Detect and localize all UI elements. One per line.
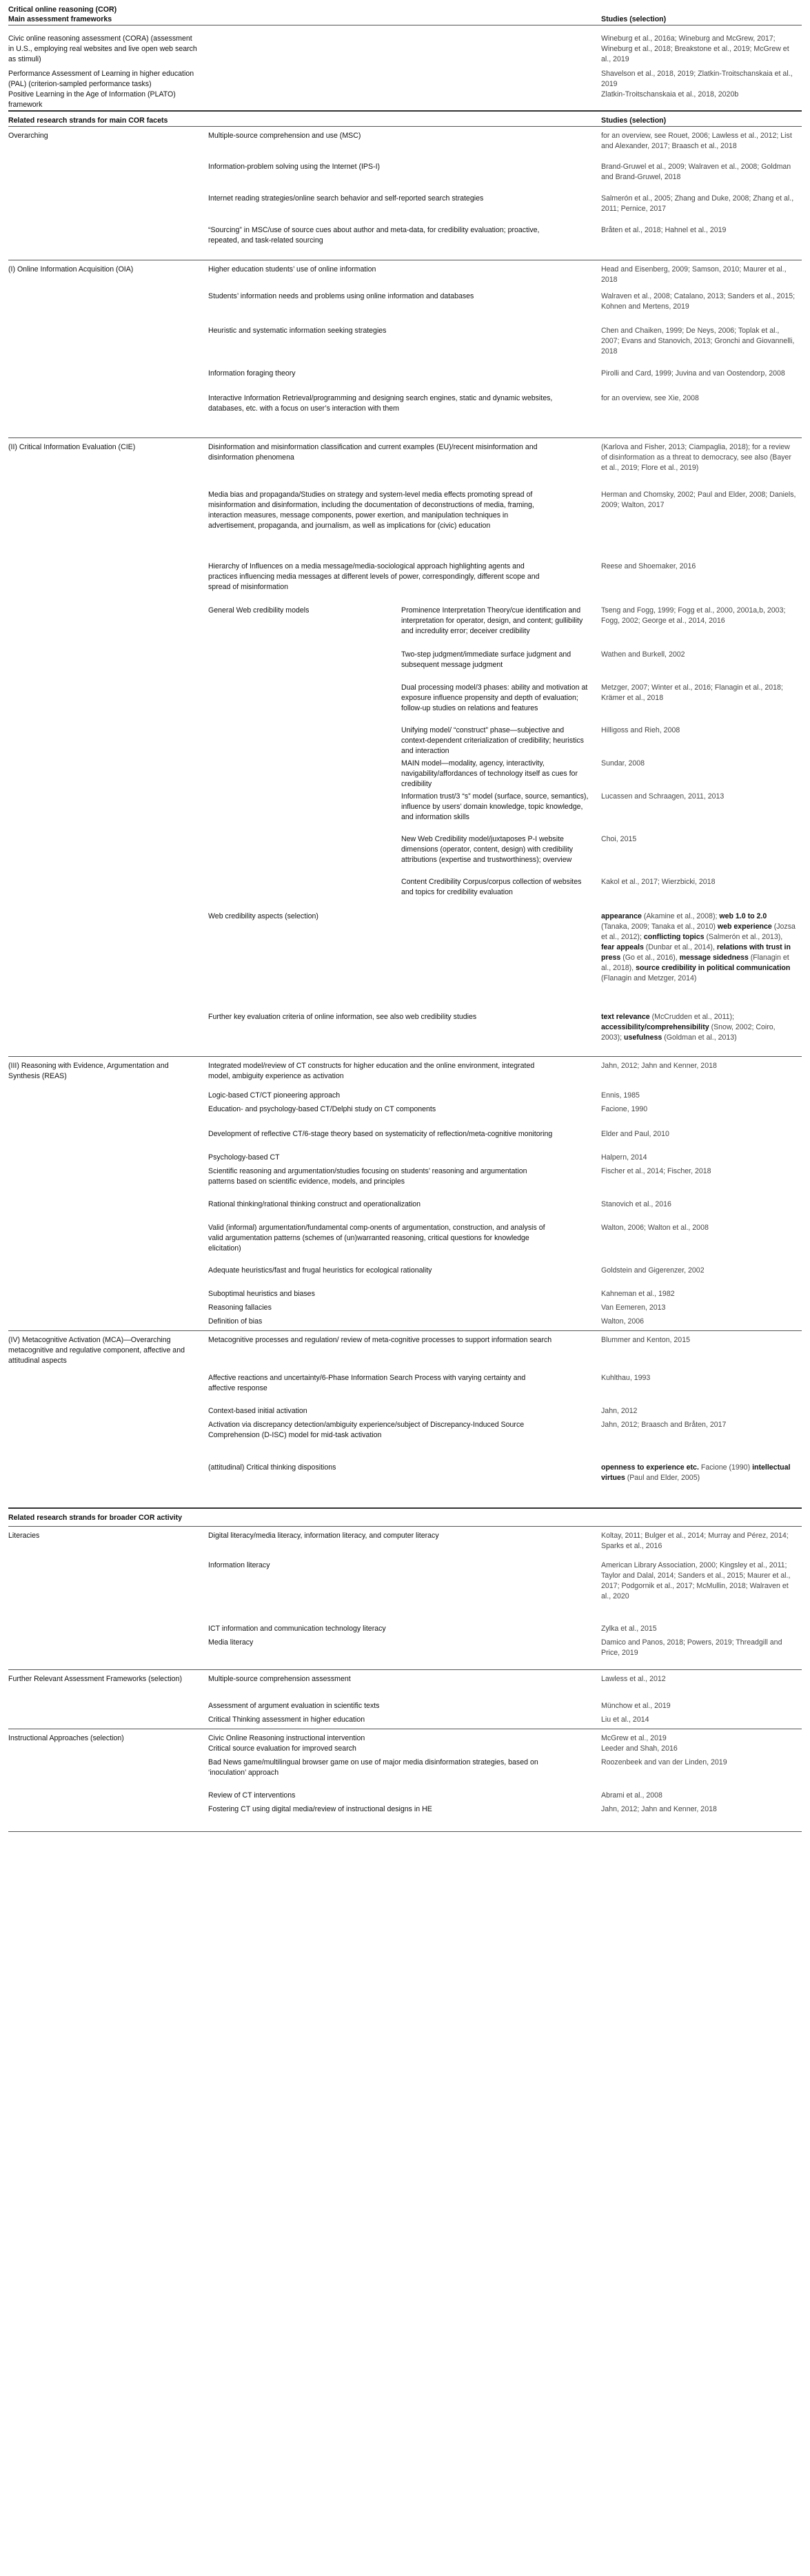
table-row — [8, 759, 802, 792]
table-row — [8, 1624, 802, 1638]
table-row — [8, 437, 802, 490]
table-row — [8, 194, 802, 225]
table-row — [8, 792, 802, 834]
table-row — [8, 834, 802, 877]
topic-cell — [208, 877, 401, 911]
table-row — [8, 1223, 802, 1266]
studies-cell: Fischer et al., 2014; Fischer, 2018 — [601, 1167, 711, 1176]
studies-cell: Pirolli and Card, 1999; Juvina and van Oostendorp, 2008 — [601, 369, 785, 378]
table-row — [8, 1091, 802, 1104]
table-section-header — [8, 1508, 802, 1526]
studies-cell: for an overview, see Xie, 2008 — [601, 394, 699, 403]
topic-cell: Context-based initial activation — [208, 1407, 307, 1416]
subtopic-cell: New Web Credibility model/juxtaposes P-I website dimensions (operator, content, design) with credibility attributions (expertise and trustworthiness); overview — [401, 835, 574, 865]
category-cell — [8, 1153, 208, 1166]
category-cell: (II) Critical Information Evaluation (CIE) — [8, 437, 208, 490]
topic-cell: Information literacy — [208, 1561, 270, 1570]
topic-cell — [208, 725, 401, 759]
cor-table — [8, 14, 802, 1832]
topic-cell — [208, 792, 401, 834]
category-cell — [8, 877, 208, 911]
category-cell — [8, 606, 208, 650]
studies-cell: appearance (Akamine et al., 2008); web 1.0 to 2.0 (Tanaka, 2009; Tanaka et al., 2010) web experience (Jozsa et al., 2012); conflicting topics (Salmerón et al., 2013), fear appeals (Dunbar et al., 2014), relations with trust in press (Go et al., 2016), message sidedness (Flanagin et al., 2018), source credibility in political communication (Flanagin and Metzger, 2014) — [601, 912, 796, 983]
studies-cell: Leeder and Shah, 2016 — [601, 1744, 678, 1753]
topic-cell: Heuristic and systematic information seeking strategies — [208, 327, 387, 336]
table-row — [8, 1104, 802, 1129]
category-cell — [8, 792, 208, 834]
section-header-label: Related research strands for broader COR activity — [8, 1508, 601, 1526]
studies-cell: Abrami et al., 2008 — [601, 1791, 662, 1800]
topic-cell: ICT information and communication technology literacy — [208, 1625, 386, 1634]
studies-header: Studies (selection) — [601, 14, 802, 25]
category-cell — [8, 1223, 208, 1266]
table-row — [8, 1669, 802, 1701]
table-row — [8, 1701, 802, 1715]
category-cell — [8, 725, 208, 759]
category-cell: Instructional Approaches (selection) — [8, 1729, 208, 1744]
studies-cell: McGrew et al., 2019 — [601, 1729, 802, 1744]
topic-cell: Adequate heuristics/fast and frugal heuristics for ecological rationality — [208, 1266, 432, 1275]
table-row — [8, 1056, 802, 1091]
studies-cell: Halpern, 2014 — [601, 1153, 647, 1162]
studies-cell: (Karlova and Fisher, 2013; Ciampaglia, 2018); for a review of disinformation as a threat to democracy, see also (Bayer et al., 2019; Flore et al., 2019) — [601, 437, 802, 490]
category-cell — [8, 1406, 208, 1420]
table-row — [8, 1330, 802, 1373]
topic-cell — [208, 25, 401, 69]
studies-cell: Lawless et al., 2012 — [601, 1669, 802, 1701]
category-cell — [8, 1373, 208, 1406]
table-row — [8, 877, 802, 911]
studies-cell: Roozenbeek and van der Linden, 2019 — [601, 1758, 727, 1766]
section-header-label: Related research strands for main COR facets — [8, 111, 601, 127]
studies-cell: Stanovich et al., 2016 — [601, 1200, 671, 1209]
topic-cell — [208, 834, 401, 877]
category-cell — [8, 1104, 208, 1129]
category-cell — [8, 1199, 208, 1223]
topic-cell: “Sourcing” in MSC/use of source cues about author and meta-data, for credibility evaluation; proactive, repeated, and task-related sourcing — [208, 226, 540, 245]
category-cell: Literacies — [8, 1526, 208, 1560]
topic-cell: Digital literacy/media literacy, information literacy, and computer literacy — [208, 1526, 601, 1560]
studies-cell: text relevance (McCrudden et al., 2011); accessibility/comprehensibility (Snow, 2002; Coiro, 2003); usefulness (Goldman et al., 2013) — [601, 1013, 776, 1042]
category-cell: (I) Online Information Acquisition (OIA) — [8, 260, 208, 291]
category-cell — [8, 650, 208, 683]
category-cell: Performance Assessment of Learning in higher education (PAL) (criterion-sampled performance tasks) — [8, 69, 194, 88]
topic-cell: Disinformation and misinformation classification and current examples (EU)/recent misinformation and disinformation phenomena — [208, 437, 601, 490]
topic-cell — [208, 90, 401, 111]
topic-cell: Internet reading strategies/online search behavior and self-reported search strategies — [208, 194, 484, 203]
category-cell — [8, 162, 208, 194]
subtopic-cell — [401, 90, 601, 111]
topic-cell — [208, 683, 401, 725]
studies-header: Studies (selection) — [601, 111, 802, 127]
studies-cell: for an overview, see Rouet, 2006; Lawless et al., 2012; List and Alexander, 2017; Braasch et al., 2018 — [601, 126, 802, 162]
table-row — [8, 1420, 802, 1463]
table-row — [8, 606, 802, 650]
table-row — [8, 1303, 802, 1317]
studies-cell: Kakol et al., 2017; Wierzbicki, 2018 — [601, 878, 716, 887]
topic-cell: Suboptimal heuristics and biases — [208, 1290, 315, 1299]
table-row — [8, 1012, 802, 1056]
topic-cell: Assessment of argument evaluation in scientific texts — [208, 1702, 380, 1711]
category-cell: Overarching — [8, 126, 208, 162]
table-row — [8, 1463, 802, 1508]
category-cell — [8, 759, 208, 792]
studies-cell: Herman and Chomsky, 2002; Paul and Elder, 2008; Daniels, 2009; Walton, 2017 — [601, 491, 796, 510]
category-cell — [8, 1463, 208, 1508]
category-cell — [8, 1091, 208, 1104]
topic-cell: Bad News game/multilingual browser game on use of major media disinformation strategies, based on ‘inoculation’ approach — [208, 1758, 538, 1777]
studies-cell: Walton, 2006 — [601, 1317, 645, 1326]
table-row — [8, 225, 802, 260]
subtopic-cell: Two-step judgment/immediate surface judgment and subsequent message judgment — [401, 650, 571, 670]
topic-cell: Media bias and propaganda/Studies on strategy and system-level media effects promoting spread of misinformation and disinformation, including the documentation of deconstructions of media, framing, interaction measures, message components, power exertion, and manipulation techniques in advertisement, propaganda, and journalism, as well as implications for (civic) education — [208, 491, 534, 530]
topic-cell: Students’ information needs and problems using online information and databases — [208, 292, 474, 301]
table-row — [8, 1804, 802, 1832]
studies-cell: Elder and Paul, 2010 — [601, 1130, 669, 1139]
table-row — [8, 490, 802, 561]
table-row — [8, 69, 802, 90]
topic-cell: Interactive Information Retrieval/programming and designing search engines, static and dynamic websites, databases, etc. with a focus on user’s interaction with them — [208, 394, 553, 413]
category-cell — [8, 326, 208, 369]
category-cell — [8, 490, 208, 561]
topic-cell: Hierarchy of Influences on a media message/media-sociological approach highlighting agents and practices influencing media messages at different levels of power, correspondingly, different scope and spread of misinformation — [208, 562, 540, 592]
table-row — [8, 326, 802, 369]
topic-cell: Activation via discrepancy detection/ambiguity experience/subject of Discrepancy-Induced Source Comprehension (D-ISC) model for mid-task activation — [208, 1421, 525, 1440]
table-row — [8, 1373, 802, 1406]
studies-cell: Brand-Gruwel et al., 2009; Walraven et al., 2008; Goldman and Brand-Gruwel, 2018 — [601, 163, 791, 182]
category-cell — [8, 1804, 208, 1832]
studies-cell: Kuhlthau, 1993 — [601, 1374, 651, 1383]
category-cell — [8, 1791, 208, 1804]
table-row — [8, 1129, 802, 1153]
table-row — [8, 162, 802, 194]
section-header-label: Main assessment frameworks — [8, 14, 601, 25]
table-row — [8, 911, 802, 1012]
table-row — [8, 1317, 802, 1330]
topic-cell: (attitudinal) Critical thinking dispositions — [208, 1463, 336, 1472]
studies-cell: Zlatkin-Troitschanskaia et al., 2018, 2020b — [601, 90, 739, 99]
studies-cell: Shavelson et al., 2018, 2019; Zlatkin-Troitschanskaia et al., 2019 — [601, 69, 793, 88]
studies-cell: Goldstein and Gigerenzer, 2002 — [601, 1266, 705, 1275]
category-cell — [8, 1560, 208, 1624]
studies-cell: Chen and Chaiken, 1999; De Neys, 2006; Toplak et al., 2007; Evans and Stanovich, 2013; Gronchi and Giovannelli, 2018 — [601, 327, 795, 356]
studies-cell: Metzger, 2007; Winter et al., 2016; Flanagin et al., 2018; Krämer et al., 2018 — [601, 683, 783, 703]
category-cell — [8, 1266, 208, 1289]
topic-cell: Information foraging theory — [208, 369, 296, 378]
studies-cell: Head and Eisenberg, 2009; Samson, 2010; Maurer et al., 2018 — [601, 260, 802, 291]
topic-cell: Psychology-based CT — [208, 1153, 280, 1162]
topic-cell: Civic Online Reasoning instructional intervention — [208, 1729, 601, 1744]
category-cell — [8, 1701, 208, 1715]
category-cell — [8, 1129, 208, 1153]
studies-cell: Kahneman et al., 1982 — [601, 1290, 675, 1299]
table-row — [8, 1266, 802, 1289]
category-cell — [8, 291, 208, 326]
topic-cell: Reasoning fallacies — [208, 1304, 272, 1312]
table-row — [8, 1758, 802, 1791]
category-cell — [8, 834, 208, 877]
table-row — [8, 1526, 802, 1560]
topic-cell: Media literacy — [208, 1638, 254, 1647]
subtopic-cell — [401, 69, 601, 90]
subtopic-cell: Unifying model/ “construct” phase—subjective and context-dependent criterialization of credibility; heuristics and interaction — [401, 726, 584, 756]
studies-cell: Walton, 2006; Walton et al., 2008 — [601, 1224, 709, 1233]
category-cell — [8, 1012, 208, 1056]
table-row — [8, 1560, 802, 1624]
category-cell — [8, 561, 208, 606]
topic-cell: Fostering CT using digital media/review of instructional designs in HE — [208, 1804, 601, 1832]
studies-cell: Münchow et al., 2019 — [601, 1702, 671, 1711]
topic-cell: Education- and psychology-based CT/Delphi study on CT components — [208, 1105, 436, 1114]
category-cell — [8, 683, 208, 725]
topic-cell: Rational thinking/rational thinking construct and operationalization — [208, 1200, 421, 1209]
table-row — [8, 1166, 802, 1199]
category-cell — [8, 369, 208, 393]
subtopic-cell: Information trust/3 “s” model (surface, source, semantics), influence by users’ domain knowledge, topic knowledge, and information skills — [401, 792, 589, 822]
table-row — [8, 369, 802, 393]
topic-cell — [208, 69, 401, 90]
table-row — [8, 650, 802, 683]
studies-cell: Hilligoss and Rieh, 2008 — [601, 726, 680, 735]
category-cell: Further Relevant Assessment Frameworks (selection) — [8, 1669, 208, 1701]
topic-cell: Multiple-source comprehension and use (MSC) — [208, 126, 601, 162]
studies-cell: Jahn, 2012; Jahn and Kenner, 2018 — [601, 1804, 802, 1832]
table-title: Critical online reasoning (COR) — [8, 6, 117, 14]
studies-cell: Sundar, 2008 — [601, 759, 645, 768]
category-cell — [8, 911, 208, 1012]
subtopic-cell: MAIN model—modality, agency, interactivity, navigability/affordances of technology itself as cues for credibility — [401, 759, 578, 789]
studies-cell: Choi, 2015 — [601, 835, 637, 844]
table-row — [8, 561, 802, 606]
topic-cell: Critical source evaluation for improved search — [208, 1744, 356, 1753]
subtopic-cell: Dual processing model/3 phases: ability and motivation at exposure influence propensity and depth of evaluation; follow-up studies on relations and features — [401, 683, 588, 713]
category-cell — [8, 393, 208, 437]
studies-cell: Ennis, 1985 — [601, 1091, 640, 1100]
topic-cell: Information-problem solving using the Internet (IPS-I) — [208, 163, 381, 172]
studies-cell: Damico and Panos, 2018; Powers, 2019; Threadgill and Price, 2019 — [601, 1638, 782, 1658]
topic-cell: Metacognitive processes and regulation/ review of meta-cognitive processes to support information search — [208, 1330, 601, 1373]
table-row — [8, 1715, 802, 1729]
category-cell — [8, 1758, 208, 1791]
table-row — [8, 25, 802, 69]
studies-cell: Jahn, 2012 — [601, 1407, 638, 1416]
studies-cell: Jahn, 2012; Braasch and Bråten, 2017 — [601, 1421, 727, 1430]
table-section-header — [8, 14, 802, 25]
studies-cell: Walraven et al., 2008; Catalano, 2013; Sanders et al., 2015; Kohnen and Mertens, 2019 — [601, 292, 796, 311]
category-cell — [8, 1420, 208, 1463]
studies-cell: Lucassen and Schraagen, 2011, 2013 — [601, 792, 725, 801]
studies-cell: Blummer and Kenton, 2015 — [601, 1330, 802, 1373]
studies-cell: Liu et al., 2014 — [601, 1715, 649, 1724]
category-cell — [8, 1317, 208, 1330]
studies-cell: Jahn, 2012; Jahn and Kenner, 2018 — [601, 1056, 802, 1091]
subtopic-cell: Content Credibility Corpus/corpus collection of websites and topics for credibility evaluation — [401, 878, 582, 897]
category-cell — [8, 1303, 208, 1317]
topic-cell: Integrated model/review of CT constructs for higher education and the online environment, integrated model, ambiguity experience as activation — [208, 1056, 601, 1091]
studies-cell: Koltay, 2011; Bulger et al., 2014; Murray and Pérez, 2014; Sparks et al., 2016 — [601, 1526, 802, 1560]
studies-cell: openness to experience etc. Facione (1990) intellectual virtues (Paul and Elder, 2005) — [601, 1463, 791, 1483]
topic-cell: Definition of bias — [208, 1317, 263, 1326]
table-row — [8, 291, 802, 326]
topic-cell — [208, 650, 401, 683]
category-cell: (IV) Metacognitive Activation (MCA)—Overarching metacognitive and regulative component, affective and attitudinal aspects — [8, 1330, 208, 1373]
studies-cell: Van Eemeren, 2013 — [601, 1304, 666, 1312]
table-row — [8, 1289, 802, 1303]
table-row — [8, 1729, 802, 1744]
table-body — [8, 14, 802, 1832]
category-cell — [8, 1638, 208, 1669]
category-cell — [8, 225, 208, 260]
table-row — [8, 260, 802, 291]
table-row — [8, 90, 802, 111]
table-row — [8, 1791, 802, 1804]
category-cell — [8, 194, 208, 225]
topic-cell: Higher education students’ use of online information — [208, 260, 601, 291]
table-row — [8, 1199, 802, 1223]
studies-cell: Zylka et al., 2015 — [601, 1625, 657, 1634]
category-cell: Civic online reasoning assessment (CORA) (assessment in U.S., employing real websites and live open web search as stimuli) — [8, 34, 197, 64]
topic-cell: Development of reflective CT/6-stage theory based on systematicity of reflection/meta-cognitive monitoring — [208, 1130, 553, 1139]
subtopic-cell: Prominence Interpretation Theory/cue identification and interpretation for operator, design, and content; gullibility and incredulity error; deceiver credibility — [401, 606, 583, 636]
category-cell: Positive Learning in the Age of Information (PLATO) framework — [8, 90, 176, 109]
studies-cell: Wineburg et al., 2016a; Wineburg and McGrew, 2017; Wineburg et al., 2018; Breakstone et al., 2019; McGrew et al., 2019 — [601, 34, 789, 64]
studies-cell: Salmerón et al., 2005; Zhang and Duke, 2008; Zhang et al., 2011; Pernice, 2017 — [601, 194, 794, 214]
table-row — [8, 1638, 802, 1669]
table-row — [8, 683, 802, 725]
studies-cell: Facione, 1990 — [601, 1105, 648, 1114]
topic-cell: Multiple-source comprehension assessment — [208, 1669, 601, 1701]
category-cell: (III) Reasoning with Evidence, Argumentation and Synthesis (REAS) — [8, 1056, 208, 1091]
table-row — [8, 725, 802, 759]
table-section-header — [8, 111, 802, 127]
topic-cell — [208, 759, 401, 792]
topic-cell: Scientific reasoning and argumentation/studies focusing on students’ reasoning and argumentation patterns based on scientific evidence, models, and principles — [208, 1167, 527, 1186]
topic-cell: Web credibility aspects (selection) — [208, 912, 318, 921]
category-cell — [8, 1624, 208, 1638]
table-row — [8, 1406, 802, 1420]
category-cell — [8, 1715, 208, 1729]
studies-cell: Wathen and Burkell, 2002 — [601, 650, 685, 659]
topic-cell: Logic-based CT/CT pioneering approach — [208, 1091, 341, 1100]
subtopic-cell — [401, 25, 601, 69]
topic-cell: Review of CT interventions — [208, 1791, 296, 1800]
category-cell — [8, 1289, 208, 1303]
topic-cell: Critical Thinking assessment in higher education — [208, 1715, 365, 1724]
topic-cell: Valid (informal) argumentation/fundamental comp-onents of argumentation, construction, and analysis of valid argumentation patterns (schemes of (un)warranted reasoning, critical questions for knowledge elicitation) — [208, 1224, 545, 1253]
studies-cell: Bråten et al., 2018; Hahnel et al., 2019 — [601, 226, 727, 235]
topic-cell: General Web credibility models — [208, 606, 310, 615]
category-cell — [8, 1744, 208, 1758]
studies-cell: American Library Association, 2000; Kingsley et al., 2011; Taylor and Dalal, 2014; Sanders et al., 2015; Maurer et al., 2017; Podgornik et al., 2017; McMullin, 2018; Walraven et al., 2020 — [601, 1561, 791, 1601]
studies-header — [601, 1508, 802, 1526]
table-row — [8, 393, 802, 437]
studies-cell: Reese and Shoemaker, 2016 — [601, 562, 696, 571]
topic-cell: Affective reactions and uncertainty/6-Phase Information Search Process with varying certainty and affective response — [208, 1374, 526, 1393]
table-row — [8, 1153, 802, 1166]
table-row — [8, 1744, 802, 1758]
category-cell — [8, 1166, 208, 1199]
topic-cell: Further key evaluation criteria of online information, see also web credibility studies — [208, 1013, 477, 1022]
table-row — [8, 126, 802, 162]
studies-cell: Tseng and Fogg, 1999; Fogg et al., 2000, 2001a,b, 2003; Fogg, 2002; George et al., 2014, 2016 — [601, 606, 786, 626]
